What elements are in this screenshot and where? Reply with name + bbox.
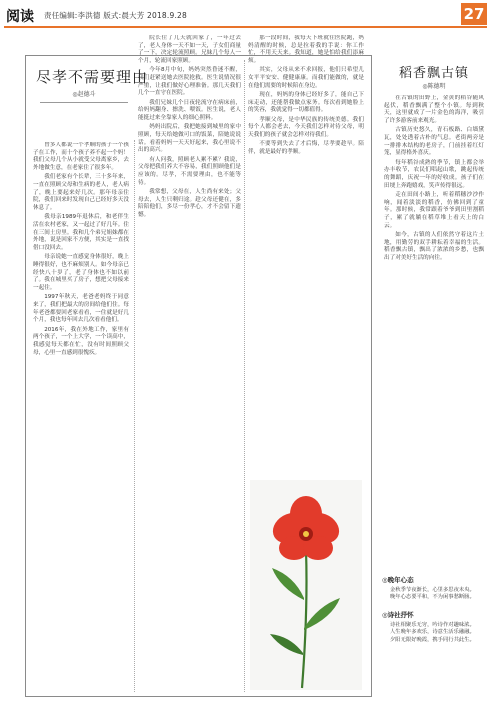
paragraph: 院长住了几天就回家了，一年过去了，老人身体一天不如一天，子女们商量了一下，决定轮流照顾。兄妹几个每人一个月，轮流回家照顾。: [138, 35, 241, 65]
poem-line: 晚年心态要平和，不为闲事愁断肠。: [390, 594, 475, 601]
paragraph: 我常想，父母在，人生尚有来处；父母去，人生只剩归途。趁父母还健在，多陪陪他们，多尽一份孝心，才不会留下遗憾。: [138, 188, 241, 218]
page-header: [0, 0, 491, 30]
poem-section: [382, 575, 486, 644]
paragraph: 2016年，我在外地工作，家里有两个孩子，一个上大学，一个读高中，我感觉每天都在忙，没有时间照顾父母，心里一直感到很愧疚。: [33, 326, 129, 356]
paragraph: 母亲说她一直感觉身体很好，晚上睡得很好，也不麻烦别人。如今母亲已经快八十岁了，老了身体也不如以前了。我在城里买了房子，想把父母接来一起住。: [33, 254, 129, 292]
paragraph: 我母亲1989年退休后，和老伴生活在农村老家，又一起过了好几年。住在三间土房里。我和几个弟兄姐妹都在外地，说是回家不方便，其实是一直找借口没回去。: [33, 214, 129, 252]
header-rule: [4, 26, 487, 28]
article1-column-3: [248, 35, 364, 475]
paragraph: 我们老家有个长辈，三十多年来，一直在照顾父母和生病的老人，老人病了，晚上要起来好几次。那年母亲住院，我们回来时发现自己已经好多天没休息了。: [33, 174, 129, 212]
paragraph: 如今，古镇的人们依然守着这片土地，用勤劳的双手耕耘着幸福的生活。稻香飘古镇，飘出了浓浓的乡愁，也飘出了对美好生活的向往。: [384, 231, 484, 262]
article1-column-1: [33, 142, 129, 694]
paragraph: 妈妈出院后，我把她接到城里的家中照顾，每天给她做可口的饭菜，陪她说说话。看着妈妈一天天好起来，我心里说不出的高兴。: [138, 124, 241, 154]
article1-author: ◎赵德斗: [72, 91, 96, 98]
poem-title: ◎晚年心态: [382, 576, 414, 584]
paragraph: 那一段时间，我每天下班就往医院跑，妈妈清醒的时候，总是拉着我的手说：你工作忙，不用天天来。我知道，她是怕给我们添麻烦。: [248, 35, 364, 65]
paragraph: 现在，妈妈的身体已经好多了，能自己下床走动，还能帮我做点家务。每次看到她脸上的笑容，我就觉得一切都值得。: [248, 91, 364, 114]
poem-line: 夕阳无限好晚霞，携手同行共此生。: [390, 636, 475, 643]
poem-line: 金秋季节夜渐长，心里多思夜未央。: [390, 587, 475, 593]
paragraph: 其实，父母从来不求回报，他们只希望儿女平平安安、健健康康。而我们能做的，就是在他们需要的时候陪在身边。: [248, 67, 364, 89]
red-flower-icon: [250, 480, 362, 690]
paragraph: 我们兄妹几个日夜轮流守在病床前，给妈妈翻身、擦洗、喂饭。医生说，老人能挺过来全靠家人的细心照料。: [138, 99, 241, 122]
poem-line: 诗社相聚乐无穷，吟诗作对趣味浓。: [390, 621, 475, 628]
paragraph: 古镇历史悠久，青石板路、白墙黛瓦，处处透着古朴的气息。老街两旁是一排排木结构的老房子，门前挂着红灯笼，显得格外喜庆。: [384, 127, 484, 157]
paragraph: 今年8月中旬，妈妈突然昏迷不醒，我们赶紧送她去医院抢救。医生说情况很严重，让我们做好心理准备。那几天我们几个一直守在医院。: [138, 67, 241, 97]
poem-line: 人生晚年多欢乐，诗意生活乐融融。: [390, 629, 475, 636]
article2-column: [384, 95, 484, 565]
article2-author: ◎陈德明: [422, 83, 446, 90]
page-number: 27: [461, 3, 487, 25]
article2-title: 稻香飘古镇: [398, 66, 469, 81]
column-divider: [134, 140, 135, 692]
paragraph: 在古镇的田野上，金黄的稻谷随风起伏，稻香飘满了整个小镇。每到秋天，这里就成了一片金色的海洋，吸引了许多游客前来观光。: [384, 95, 484, 125]
poem-title: ◎诗社抒怀: [382, 610, 414, 619]
paragraph: 每年稻谷成熟的季节，镇上都会举办丰收节，农民们唱起山歌，跳起传统的舞蹈，庆祝一年的好收成。孩子们在田埂上奔跑嬉戏，笑声传得很远。: [384, 159, 484, 189]
editor-info: 责任编辑:李洪德 版式:晨大芳 2018.9.28: [44, 11, 187, 20]
title-rule: [40, 102, 128, 103]
flower-photo: [250, 480, 362, 690]
paragraph: 有人问我，照顾老人累不累？我说，父母把我们养大不容易，我们照顾他们是应该的。尽孝，不需要理由，也不能等待。: [138, 156, 241, 186]
paragraph: 曾多人都说一个孝顺的孩子一个孩子在工作，而十个孩子养不起一个妈！我们父母几个从小就受父母离家乡，去外地做生意，在老家住了很多年。: [33, 142, 129, 172]
column-divider: [244, 60, 245, 692]
paragraph: 走在田间小路上，听着稻穗沙沙作响，闻着淡淡的稻香，仿佛回到了童年。那时候，我常跟着爷爷到田里割稻子，累了就躺在稻草堆上看天上的白云。: [384, 191, 484, 229]
article1-title: 尽孝不需要理由: [36, 68, 149, 86]
paragraph: 不要等到失去了才后悔，尽孝要趁早。陪伴，就是最好的孝顺。: [248, 141, 364, 155]
article1-column-2: [138, 35, 241, 695]
paragraph: 1997年秋天，老爸老妈终于同意来了，我们把最大的房间给他们住。每年老爸都要回老家看看，一住就是好几个月，我也每年回去几次看看他们。: [33, 294, 129, 324]
section-name: 阅读: [6, 9, 34, 25]
paragraph: 孝顺父母，是中华民族的传统美德。我们每个人都会老去，今天我们怎样对待父母，明天我们的孩子就会怎样对待我们。: [248, 116, 364, 138]
